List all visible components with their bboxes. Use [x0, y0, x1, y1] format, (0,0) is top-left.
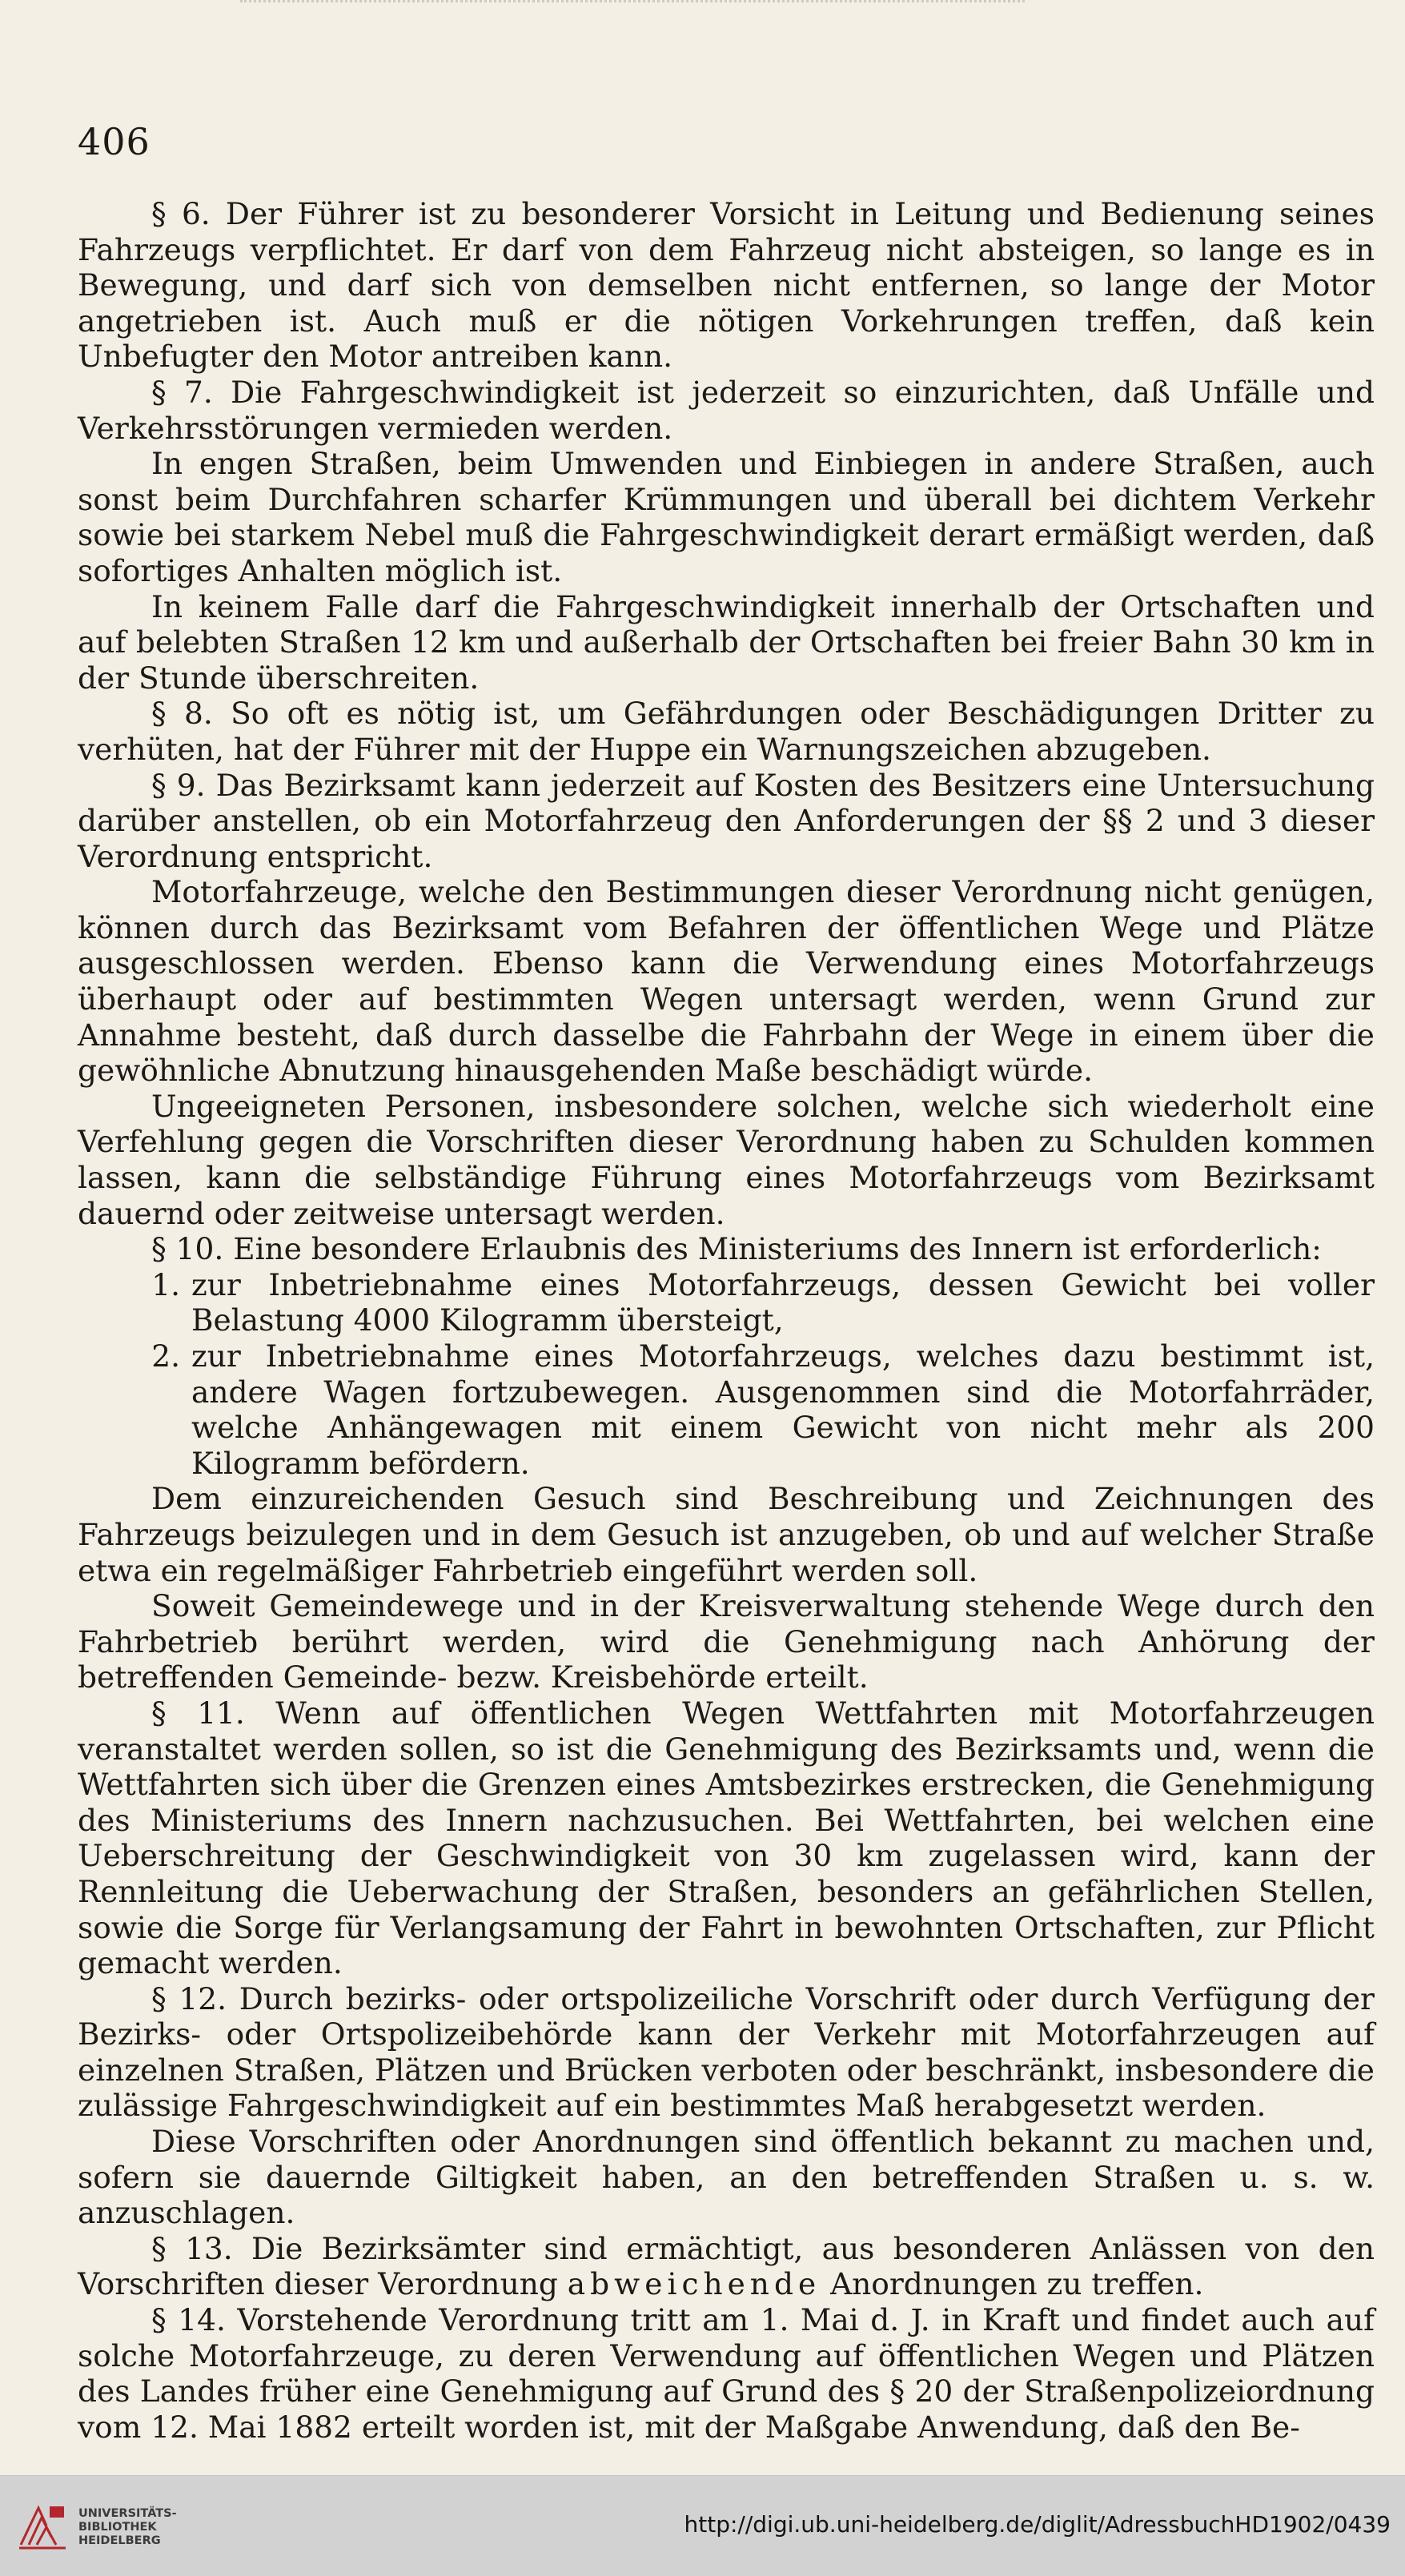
list-item-number: 2.	[151, 1338, 180, 1374]
paragraph-application: Dem einzureichenden Gesuch sind Beschreibung und Zeichnungen des Fahrzeugs beizulegen und in dem Gesuch ist anzugeben, ob und auf welcher Straße etwa ein regelmäßiger Fahrbetrieb eingeführt werden soll.	[78, 1481, 1375, 1588]
paragraph-section-14: § 14. Vorstehende Verordnung tritt am 1. Mai d. J. in Kraft und findet auch auf solche Motorfahrzeuge, zu deren Verwendung auf öffentlichen Wegen und Plätzen des Landes früher eine Genehmigung auf Grund des § 20 der Straßenpolizeiordnung vom 12. Mai 1882 erteilt worden ist, mit der Maßgabe Anwendung, daß den Be-	[78, 2302, 1375, 2445]
paragraph-unsuitable-persons: Ungeeigneten Personen, insbesondere solchen, welche sich wiederholt eine Verfehlung gegen die Vorschriften dieser Verordnung haben zu Schulden kommen lassen, kann die selbständige Führung eines Motorfahrzeugs vom Bezirksamt dauernd oder zeitweise untersagt werden.	[78, 1088, 1375, 1231]
list-item-number: 1.	[151, 1266, 180, 1302]
body-text	[78, 196, 1375, 2445]
paragraph-publication: Diese Vorschriften oder Anordnungen sind öffentlich bekannt zu machen und, sofern sie dauernde Giltigkeit haben, an den betreffenden Straßen u. s. w. anzuschlagen.	[78, 2124, 1375, 2231]
list-item	[78, 1267, 1375, 1338]
source-url-link[interactable]: http://digi.ub.uni-heidelberg.de/diglit/AdressbuchHD1902/0439	[684, 2511, 1391, 2538]
library-name-line: HEIDELBERG	[78, 2534, 161, 2547]
list-item-text: zur Inbetriebnahme eines Motorfahrzeugs, dessen Gewicht bei voller Belastung 4000 Kilogramm übersteigt,	[191, 1266, 1375, 1338]
paragraph-section-13	[78, 2231, 1375, 2302]
library-name-line: BIBLIOTHEK	[78, 2521, 157, 2534]
section-13-emphasis: abweichende	[567, 2266, 821, 2302]
list-item	[78, 1338, 1375, 1481]
scan-edge-mark	[240, 0, 1025, 15]
paragraph-section-12: § 12. Durch bezirks- oder ortspolizeiliche Vorschrift oder durch Verfügung der Bezirks- oder Ortspolizeibehörde kann der Verkehr mit Motorfahrzeugen auf einzelnen Straßen, Plätzen und Brücken verboten oder beschränkt, insbesondere die zulässige Fahrgeschwindigkeit auf ein bestimmtes Maß herabgesetzt werden.	[78, 1980, 1375, 2124]
paragraph-section-10: § 10. Eine besondere Erlaubnis des Ministeriums des Innern ist erforderlich:	[151, 1231, 1322, 1267]
paragraph-section-11: § 11. Wenn auf öffentlichen Wegen Wettfahrten mit Motorfahrzeugen veranstaltet werden sollen, so ist die Genehmigung des Bezirksamts und, wenn die Wettfahrten sich über die Grenzen eines Amtsbezirkes erstrecken, die Genehmigung des Ministeriums des Innern nachzusuchen. Bei Wettfahrten, bei welchen eine Ueberschreitung der Geschwindigkeit von 30 km zugelassen wird, kann der Rennleitung die Ueberwachung der Straßen, besonders an gefährlichen Stellen, sowie die Sorge für Verlangsamung der Fahrt in bewohnten Ortschaften, zur Pflicht gemacht werden.	[78, 1695, 1375, 1981]
paragraph-narrow-streets: In engen Straßen, beim Umwenden und Einbiegen in andere Straßen, auch sonst beim Durchfahren scharfer Krümmungen und überall bei dichtem Verkehr sowie bei starkem Nebel muß die Fahrgeschwindigkeit derart ermäßigt werden, daß sofortiges Anhalten möglich ist.	[78, 446, 1375, 588]
university-library-logo-icon	[14, 2498, 70, 2554]
paragraph-exclusion: Motorfahrzeuge, welche den Bestimmungen dieser Verordnung nicht genügen, können durch das Bezirksamt vom Befahren der öffentlichen Wege und Plätze ausgeschlossen werden. Ebenso kann die Verwendung eines Motorfahrzeugs überhaupt oder auf bestimmten Wegen untersagt werden, wenn Grund zur Annahme besteht, daß durch dasselbe die Fahrbahn der Wege in einem über die gewöhnliche Abnutzung hinausgehenden Maße beschädigt würde.	[78, 874, 1375, 1089]
page-number: 406	[78, 120, 151, 163]
permission-list	[78, 1267, 1375, 1482]
paragraph-section-9: § 9. Das Bezirksamt kann jederzeit auf Kosten des Besitzers eine Untersuchung darüber anstellen, ob ein Motorfahrzeug den Anforderungen der §§ 2 und 3 dieser Verordnung entspricht.	[78, 767, 1375, 874]
viewer-footer	[0, 2475, 1405, 2576]
paragraph-speed-limits: In keinem Falle darf die Fahrgeschwindigkeit innerhalb der Ortschaften und auf belebten Straßen 12 km und außerhalb der Ortschaften bei freier Bahn 30 km in der Stunde überschreiten.	[78, 588, 1375, 696]
library-name	[78, 2507, 177, 2548]
library-name-line: UNIVERSITÄTS-	[78, 2507, 177, 2520]
paragraph-section-6: § 6. Der Führer ist zu besonderer Vorsicht in Leitung und Bedienung seines Fahrzeugs verpflichtet. Er darf von dem Fahrzeug nicht absteigen, so lange es in Bewegung, und darf sich von demselben nicht entfernen, so lange der Motor angetrieben ist. Auch muß er die nötigen Vorkehrungen treffen, daß kein Unbefugter den Motor antreiben kann.	[78, 196, 1375, 375]
section-13-text-start: § 13. Die Bezirksämter sind ermächtigt, aus besonderen Anlässen von den Vorschriften dieser Verordnung	[78, 2230, 1375, 2302]
paragraph-section-8: § 8. So oft es nötig ist, um Gefährdungen oder Beschädigungen Dritter zu verhüten, hat der Führer mit der Huppe ein Warnungszeichen abzugeben.	[78, 696, 1375, 767]
paragraph-section-7: § 7. Die Fahrgeschwindigkeit ist jederzeit so einzurichten, daß Unfälle und Verkehrsstörungen vermieden werden.	[78, 374, 1375, 446]
paragraph-municipal-roads: Soweit Gemeindewege und in der Kreisverwaltung stehende Wege durch den Fahrbetrieb berührt werden, wird die Genehmigung nach Anhörung der betreffenden Gemeinde- bezw. Kreisbehörde erteilt.	[78, 1588, 1375, 1695]
section-13-text-end: Anordnungen zu treffen.	[830, 2266, 1204, 2302]
list-item-text: zur Inbetriebnahme eines Motorfahrzeugs, welches dazu bestimmt ist, andere Wagen fortzubewegen. Ausgenommen sind die Motorfahrräder, welche Anhängewagen mit einem Gewicht von nicht mehr als 200 Kilogramm befördern.	[191, 1338, 1375, 1481]
